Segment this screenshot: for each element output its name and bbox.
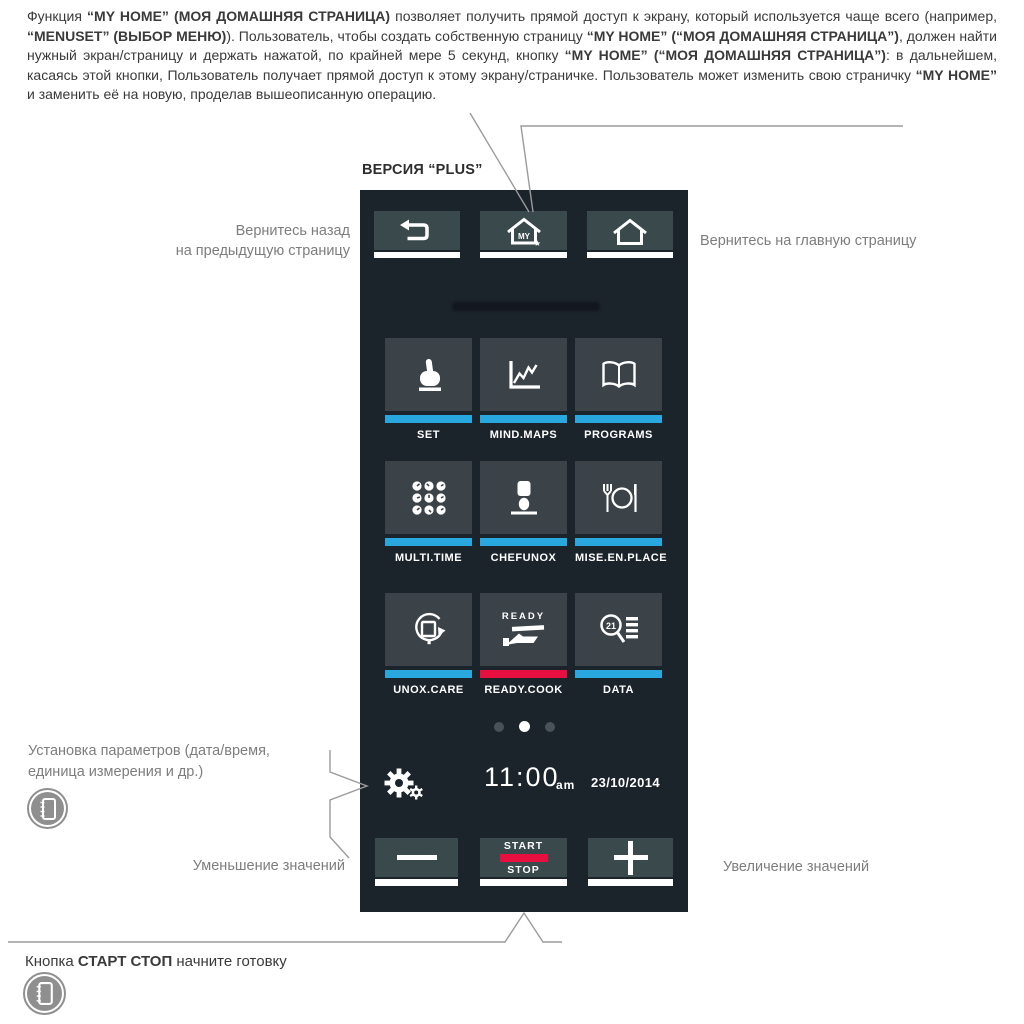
minus-icon	[397, 855, 437, 861]
my-home-button[interactable]	[480, 211, 567, 258]
tile-underline	[575, 538, 662, 546]
button-underline	[374, 252, 460, 258]
stop-label: STOP	[507, 863, 540, 876]
back-icon	[399, 218, 435, 244]
plus-button[interactable]	[588, 838, 673, 886]
clock-time: 11:00	[484, 762, 560, 792]
start-stop-button[interactable]	[480, 838, 567, 886]
app-tile-programs[interactable]: PROGRAMS	[575, 338, 662, 441]
tile-underline	[480, 538, 567, 546]
increase-annotation: Увеличение значений	[723, 859, 870, 875]
chart-icon	[504, 358, 544, 392]
home-icon	[609, 216, 651, 246]
start-stop-red-bar	[500, 854, 548, 862]
tile-underline	[480, 670, 567, 678]
multi-clock-icon	[410, 479, 448, 517]
button-underline	[588, 879, 673, 886]
app-tile-miseenplace[interactable]: MISE.EN.PLACE	[575, 461, 662, 564]
svg-text:21: 21	[605, 620, 616, 631]
hand-tray-icon	[502, 624, 546, 648]
button-underline	[480, 879, 567, 886]
tile-underline	[575, 415, 662, 423]
booklet-icon	[34, 981, 55, 1006]
clock-meridiem: am	[556, 778, 576, 792]
pointing-hand-icon	[410, 356, 448, 394]
pagination-dot[interactable]	[494, 722, 504, 732]
plus-icon	[614, 841, 648, 875]
booklet-icon	[38, 797, 58, 821]
touchscreen-panel	[360, 190, 688, 912]
open-book-icon	[599, 360, 639, 390]
button-underline	[587, 252, 673, 258]
home-button[interactable]	[587, 211, 673, 258]
tile-underline	[480, 415, 567, 423]
home-annotation: Вернитесь на главную страницу	[700, 233, 917, 249]
decrease-annotation: Уменьшение значений	[192, 858, 345, 874]
minus-button[interactable]	[375, 838, 458, 886]
pagination-dots	[360, 721, 688, 732]
app-tile-chefunox[interactable]: CHEFUNOX	[480, 461, 567, 564]
settings-button[interactable]	[384, 768, 428, 806]
tile-underline	[575, 670, 662, 678]
svg-text:MY: MY	[517, 231, 530, 241]
start-stop-annotation: Кнопка СТАРТ СТОП начните готовку	[25, 953, 287, 970]
tile-underline	[385, 670, 472, 678]
faint-screen-text	[452, 302, 600, 311]
svg-text:★: ★	[533, 238, 541, 247]
manual-reference-badge	[23, 972, 66, 1015]
back-button[interactable]	[374, 211, 460, 258]
app-tile-multitime[interactable]: MULTI.TIME	[385, 461, 472, 564]
button-underline	[480, 252, 567, 258]
back-annotation: Вернитесь назад на предыдущую страницу	[175, 223, 350, 259]
tile-underline	[385, 538, 472, 546]
app-tile-unoxcare[interactable]: UNOX.CARE	[385, 593, 472, 696]
magnifier-list-icon	[598, 612, 640, 648]
pagination-dot[interactable]	[545, 722, 555, 732]
refresh-square-icon	[409, 611, 449, 649]
my-home-icon	[503, 215, 545, 247]
ready-label: READY	[501, 611, 546, 622]
tile-underline	[385, 415, 472, 423]
app-tile-mindmaps[interactable]: MIND.MAPS	[480, 338, 567, 441]
intro-paragraph: Функция “MY HOME” (МОЯ ДОМАШНЯЯ СТРАНИЦА) позволяет получить прямой доступ к экрану, который используется чаще всего (например, “MENUSET” (ВЫБОР МЕНЮ)). Пользователь, чтобы создать собственную страницу “MY HOME” (“МОЯ ДОМАШНЯЯ СТРАНИЦА”), должен найти нужный экран/страницу и держать нажатой, по крайней мере 5 секунд, кнопку “MY HOME” (“МОЯ ДОМАШНЯЯ СТРАНИЦА”): в дальнейшем, касаясь этой кнопки, Пользователь получает прямой доступ к этому экрану/страничке. Пользователь может изменить свою страничку “MY HOME” и заменить её на новую, проделав вышеописанную операцию.	[27, 8, 997, 102]
version-label: ВЕРСИЯ “PLUS”	[362, 162, 483, 178]
manual-reference-badge	[27, 788, 68, 829]
plate-cutlery-icon	[598, 481, 640, 515]
start-label: START	[503, 839, 544, 852]
settings-annotation: Установка параметров (дата/время, единица измерения и др.)	[28, 743, 270, 780]
button-underline	[375, 879, 458, 886]
app-tile-readycook[interactable]: READY READY.COOK	[480, 593, 567, 696]
chef-hat-icon	[504, 479, 544, 517]
clock-date: 23/10/2014	[591, 775, 661, 790]
app-tile-data[interactable]: 21 DATA	[575, 593, 662, 696]
settings-gear-icon	[384, 768, 428, 801]
pagination-dot-active[interactable]	[519, 721, 530, 732]
app-tile-set[interactable]: SET	[385, 338, 472, 441]
